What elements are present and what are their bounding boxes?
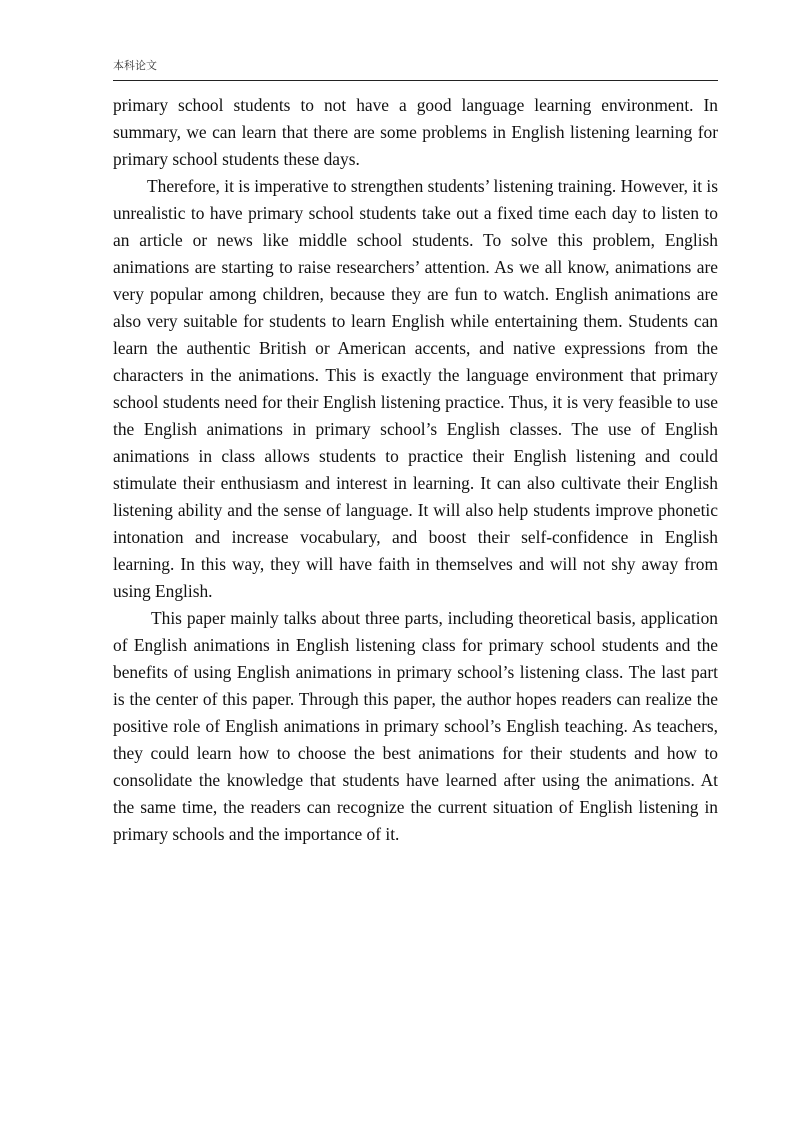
- body-text: [113, 92, 718, 848]
- paragraph-paper-overview: This paper mainly talks about three parts, including theoretical basis, application of English animations in English listening class for primary school students and the benefits of using English animations in primary school’s listening class. The last part is the center of this paper. Through this paper, the author hopes readers can realize the positive role of English animations in primary school’s English teaching. As teachers, they could learn how to choose the best animations for their students and how to consolidate the knowledge that students have learned after using the animations. At the same time, the readers can recognize the current situation of English listening in primary schools and the importance of it.: [113, 608, 718, 844]
- paragraph-listening-training: Therefore, it is imperative to strengthen students’ listening training. However, it is unrealistic to have primary school students take out a fixed time each day to listen to an article or news like middle school students. To solve this problem, English animations are starting to raise researchers’ attention. As we all know, animations are very popular among children, because they are fun to watch. English animations are also very suitable for students to learn English while entertaining them. Students can learn the authentic British or American accents, and native expressions from the characters in the animations. This is exactly the language environment that primary school students need for their English listening practice. Thus, it is very feasible to use the English animations in primary school’s English classes. The use of English animations in class allows students to practice their English listening and could stimulate their enthusiasm and interest in learning. It can also cultivate their English listening ability and the sense of language. It will also help students improve phonetic intonation and increase vocabulary, and boost their self-confidence in English learning. In this way, they will have faith in themselves and will not shy away from using English.: [113, 176, 718, 601]
- paragraph-continuation: primary school students to not have a good language learning environment. In summary, we can learn that there are some problems in English listening learning for primary school students these days.: [113, 95, 718, 169]
- header-divider: [113, 80, 718, 81]
- running-header: 本科论文: [113, 59, 157, 72]
